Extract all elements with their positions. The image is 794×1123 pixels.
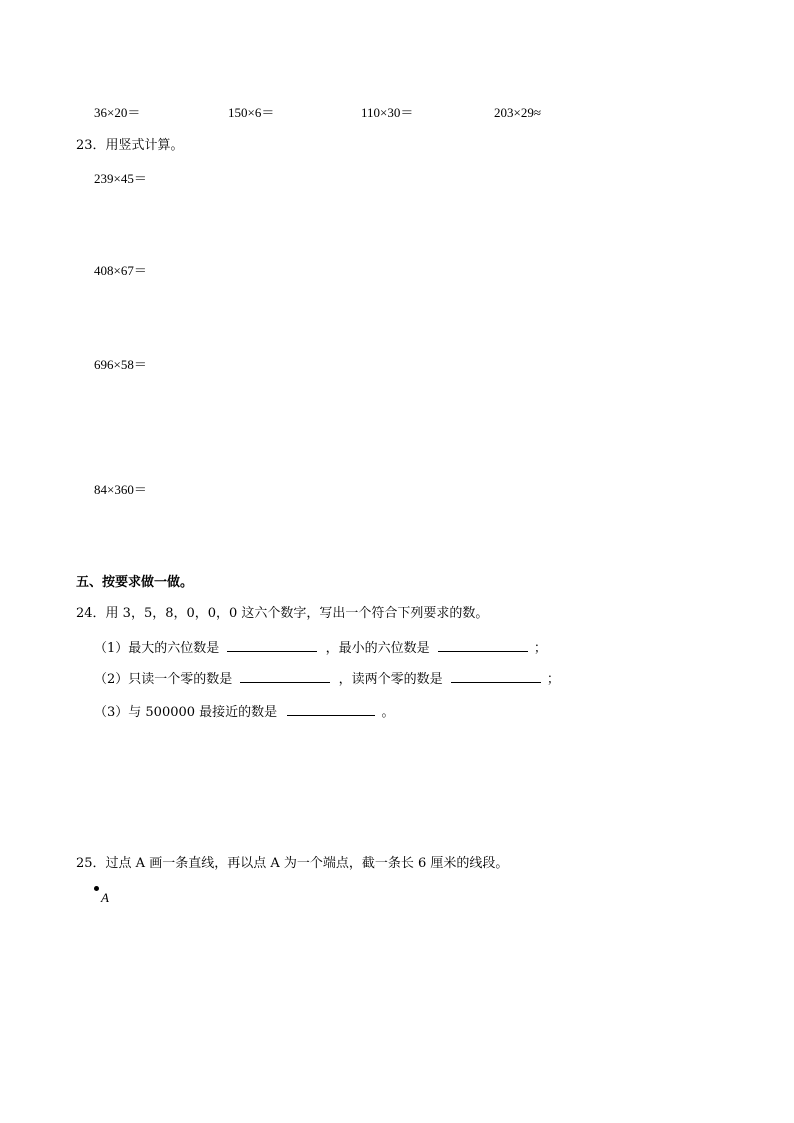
answer-blank[interactable]: [287, 703, 375, 716]
answer-blank[interactable]: [227, 639, 317, 652]
answer-blank[interactable]: [438, 639, 528, 652]
q24-p1-label-a: （1）最大的六位数是: [94, 641, 220, 656]
q24-p3-end: 。: [381, 705, 395, 720]
oral-calc-2: 150×6＝: [228, 105, 275, 120]
q24-p3-label: （3）与 500000 最接近的数是: [94, 705, 278, 720]
q24-p2-label-a: （2）只读一个零的数是: [94, 672, 233, 687]
q23-title: 23．用竖式计算。: [76, 138, 184, 153]
q24-part-2: [94, 670, 560, 686]
q24-title: 24．用 3，5，8，0，0，0 这六个数字，写出一个符合下列要求的数。: [76, 606, 489, 621]
q24-p2-end: ；: [546, 672, 560, 687]
oral-calc-1: 36×20＝: [94, 105, 141, 120]
q23-item-4: 84×360＝: [94, 482, 147, 497]
q25-title: 25．过点 A 画一条直线，再以点 A 为一个端点，截一条长 6 厘米的线段。: [76, 856, 509, 871]
q24-part-1: [94, 639, 547, 655]
oral-calc-4: 203×29≈: [494, 105, 541, 120]
q23-item-1: 239×45＝: [94, 171, 147, 186]
answer-blank[interactable]: [451, 670, 541, 683]
point-a-dot: [94, 886, 99, 891]
section-heading: 五、按要求做一做。: [76, 575, 194, 590]
q23-item-3: 696×58＝: [94, 357, 147, 372]
point-a-label: A: [101, 890, 109, 905]
q24-part-3: [94, 703, 394, 719]
q24-p1-end: ；: [533, 641, 547, 656]
q24-p2-label-b: ，读两个零的数是: [338, 672, 443, 687]
answer-blank[interactable]: [240, 670, 330, 683]
q23-item-2: 408×67＝: [94, 263, 147, 278]
q24-p1-label-b: ，最小的六位数是: [325, 641, 430, 656]
oral-calc-3: 110×30＝: [361, 105, 414, 120]
